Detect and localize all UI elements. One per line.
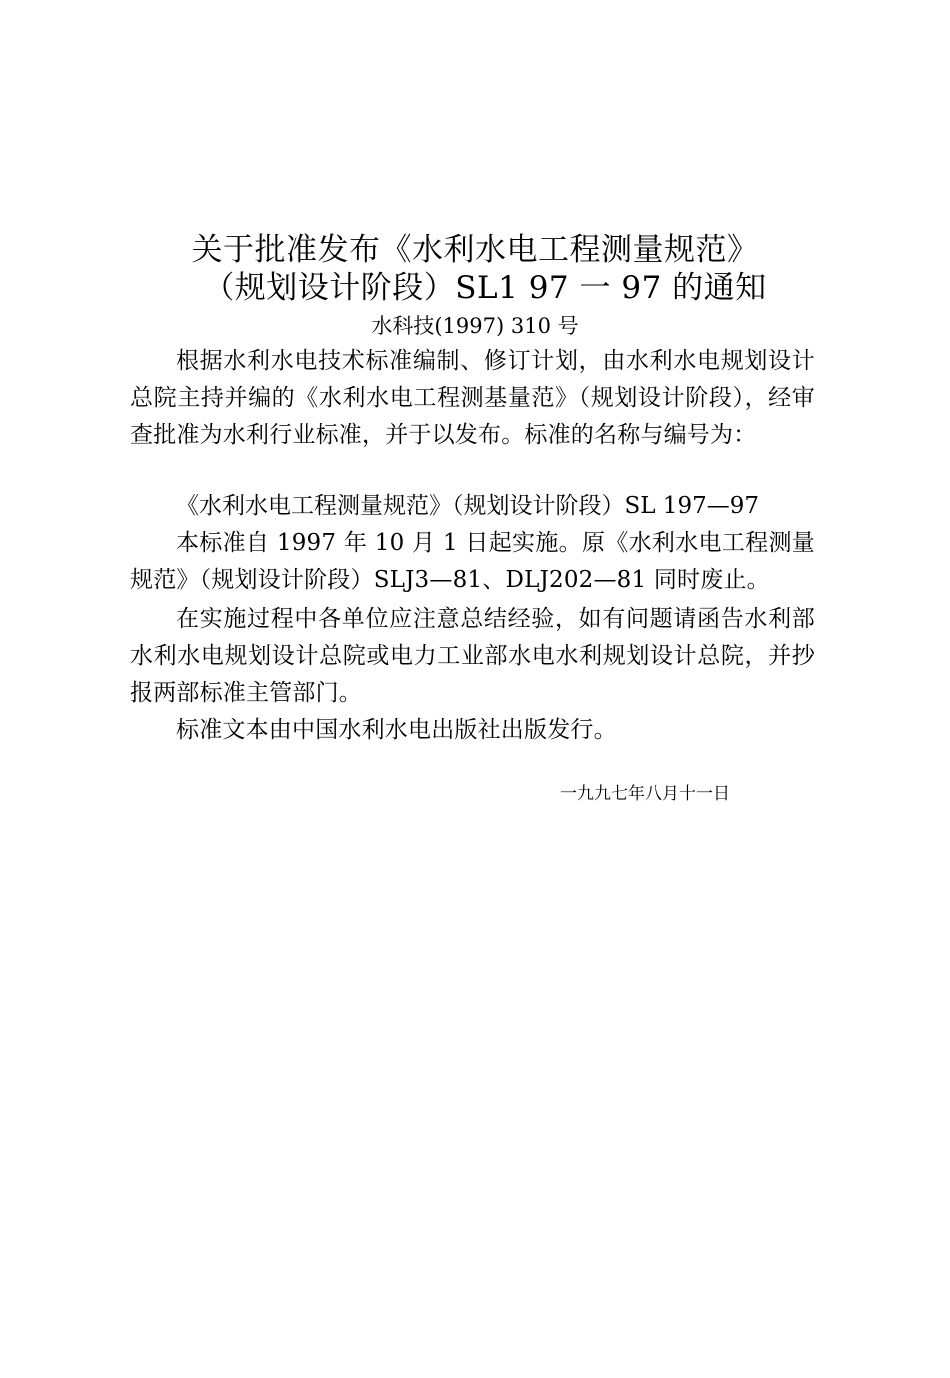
- paragraph-effective-date: 本标准自 1997 年 10 月 1 日起实施。原《水利水电工程测量规范》（规划设计阶段）SLJ3—81、DLJ202—81 同时废止。: [130, 530, 815, 593]
- document-number: 水科技(1997) 310 号: [371, 314, 579, 338]
- notice-title-line-2: （规划设计阶段）SL1 97 一 97 的通知: [203, 270, 767, 306]
- issue-date: 一九九七年八月十一日: [560, 784, 730, 804]
- standard-name-line: 《水利水电工程测量规范》（规划设计阶段）SL 197—97: [176, 493, 760, 519]
- paragraph-approval: 根据水利水电技术标准编制、修订计划，由水利水电规划设计总院主持并编的《水利水电工程测基量范》（规划设计阶段），经审查批准为水利行业标准，并于以发布。标准的名称与编号为：: [130, 348, 815, 448]
- notice-title-line-1: 关于批准发布《水利水电工程测量规范》: [191, 232, 759, 268]
- paragraph-implementation: 在实施过程中各单位应注意总结经验，如有问题请函告水利部水利水电规划设计总院或电力工业部水电水利规划设计总院，并抄报两部标准主管部门。: [130, 606, 815, 706]
- paragraph-publisher: 标准文本由中国水利水电出版社出版发行。: [176, 717, 617, 743]
